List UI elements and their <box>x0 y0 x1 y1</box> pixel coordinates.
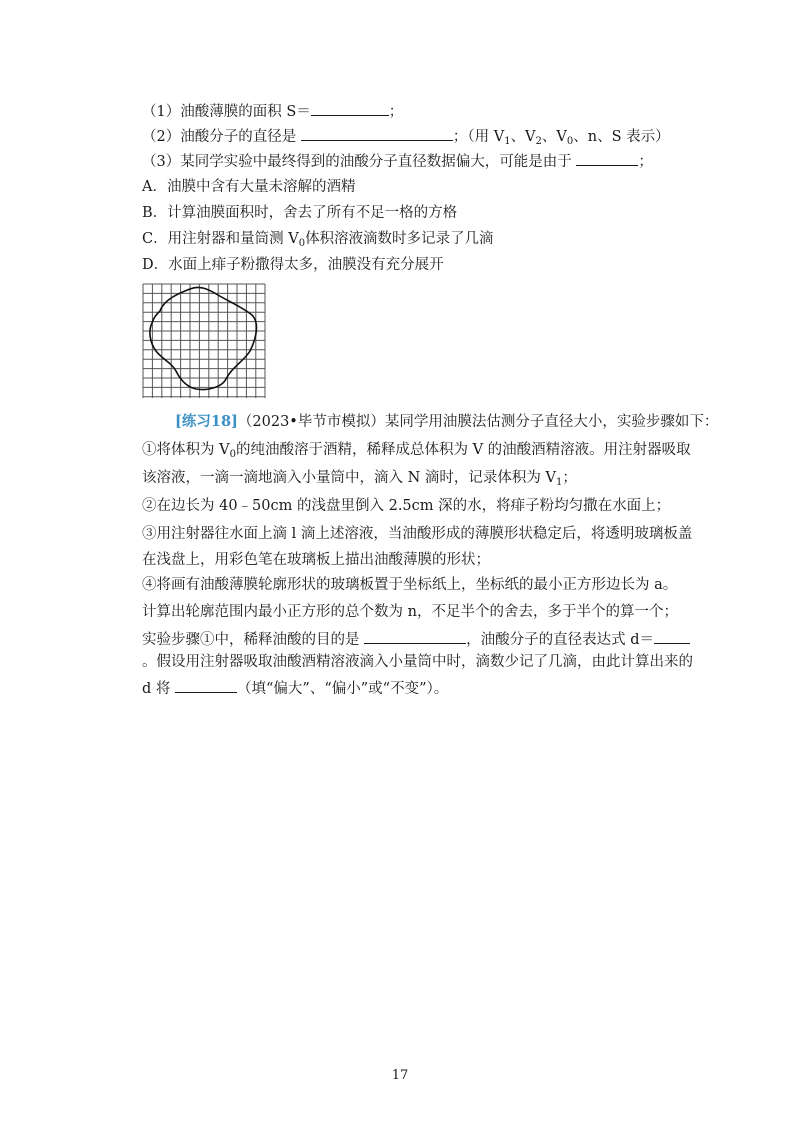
answer-blank <box>301 125 453 141</box>
step-3-line-2: 在浅盘上，用彩色笔在玻璃板上描出油酸薄膜的形状； <box>142 552 490 568</box>
subscript: 0 <box>566 136 574 147</box>
answer-blank <box>654 628 690 644</box>
question-3-suffix: ； <box>638 154 653 170</box>
subscript: 2 <box>535 136 542 147</box>
question-2-tail: 、n、S 表示） <box>573 129 670 145</box>
subscript: 0 <box>229 449 236 460</box>
subscript: 0 <box>298 238 306 249</box>
question-2 <box>142 125 670 152</box>
answer-blank <box>175 677 237 693</box>
question-1-suffix: ； <box>388 104 404 120</box>
option-c-text-rest: 体积溶液滴数时多记录了几滴 <box>305 231 494 247</box>
step-1b-text: 该溶液，一滴一滴地滴入小量筒中，滴入 N 滴时，记录体积为 V <box>142 470 556 486</box>
option-b: B．计算油膜面积时，舍去了所有不足一格的方格 <box>142 205 458 221</box>
separator: 、V <box>510 129 536 145</box>
question-final-text: d 将 <box>142 681 176 697</box>
count-rule: 计算出轮廓范围内最小正方形的总个数为 n，不足半个的舍去，多于半个的算一个； <box>142 604 678 620</box>
question-1 <box>142 100 403 122</box>
question-error: 。假设用注射器吸取油酸酒精溶液滴入小量筒中时，滴数少记了几滴，由此计算出来的 <box>142 654 693 670</box>
step-1-line-2 <box>142 468 577 493</box>
page-number: 17 <box>391 1068 409 1083</box>
question-final <box>142 677 448 699</box>
step-1-text-rest: 的纯油酸溶于酒精，稀释成总体积为 V 的油酸酒精溶液。用注射器吸取 <box>235 442 691 458</box>
step-1b-text-rest: ； <box>562 470 577 486</box>
question-purpose-text: 实验步骤①中，稀释油酸的目的是 <box>142 632 365 648</box>
step-1-line-1 <box>142 440 691 465</box>
step-2: ②在边长为 40﹣50cm 的浅盘里倒入 2.5cm 深的水，将痱子粉均匀撒在水面上； <box>142 498 671 514</box>
question-final-suffix: （填“偏大”、“偏小”或“不变”）。 <box>237 681 449 697</box>
step-3-line-1: ③用注射器往水面上滴 l 滴上述溶液，当油酸形成的薄膜形状稳定后，将透明玻璃板盖 <box>142 526 693 542</box>
subscript: 1 <box>504 136 511 147</box>
step-1-text: ①将体积为 V <box>142 442 230 458</box>
option-c <box>142 229 494 254</box>
answer-blank <box>364 628 466 644</box>
question-purpose-mid: ，油酸分子的直径表达式 d＝ <box>466 632 654 648</box>
option-a: A．油膜中含有大量未溶解的酒精 <box>142 179 356 195</box>
question-3 <box>142 150 653 172</box>
question-purpose <box>142 628 690 650</box>
question-3-text: （3）某同学实验中最终得到的油酸分子直径数据偏大，可能是由于 <box>142 154 577 170</box>
subscript: 1 <box>555 477 563 488</box>
exercise-header <box>175 412 718 432</box>
option-d: D．水面上痱子粉撒得太多，油膜没有充分展开 <box>142 257 444 273</box>
question-2-text: （2）油酸分子的直径是 <box>142 129 301 145</box>
exercise-intro: （2023•毕节市模拟）某同学用油膜法估测分子直径大小，实验步骤如下： <box>237 414 719 430</box>
oil-film-grid-figure <box>142 283 266 399</box>
question-2-suffix: ；（用 V <box>452 129 505 145</box>
option-c-text: C．用注射器和量筒测 V <box>142 231 299 247</box>
exercise-tag: [练习18] <box>175 413 238 430</box>
step-4: ④将画有油酸薄膜轮廓形状的玻璃板置于坐标纸上，坐标纸的最小正方形边长为 a。 <box>142 577 678 593</box>
question-1-text: （1）油酸薄膜的面积 S＝ <box>142 104 311 120</box>
separator: 、V <box>541 129 567 145</box>
answer-blank <box>311 100 389 116</box>
answer-blank <box>576 150 638 166</box>
